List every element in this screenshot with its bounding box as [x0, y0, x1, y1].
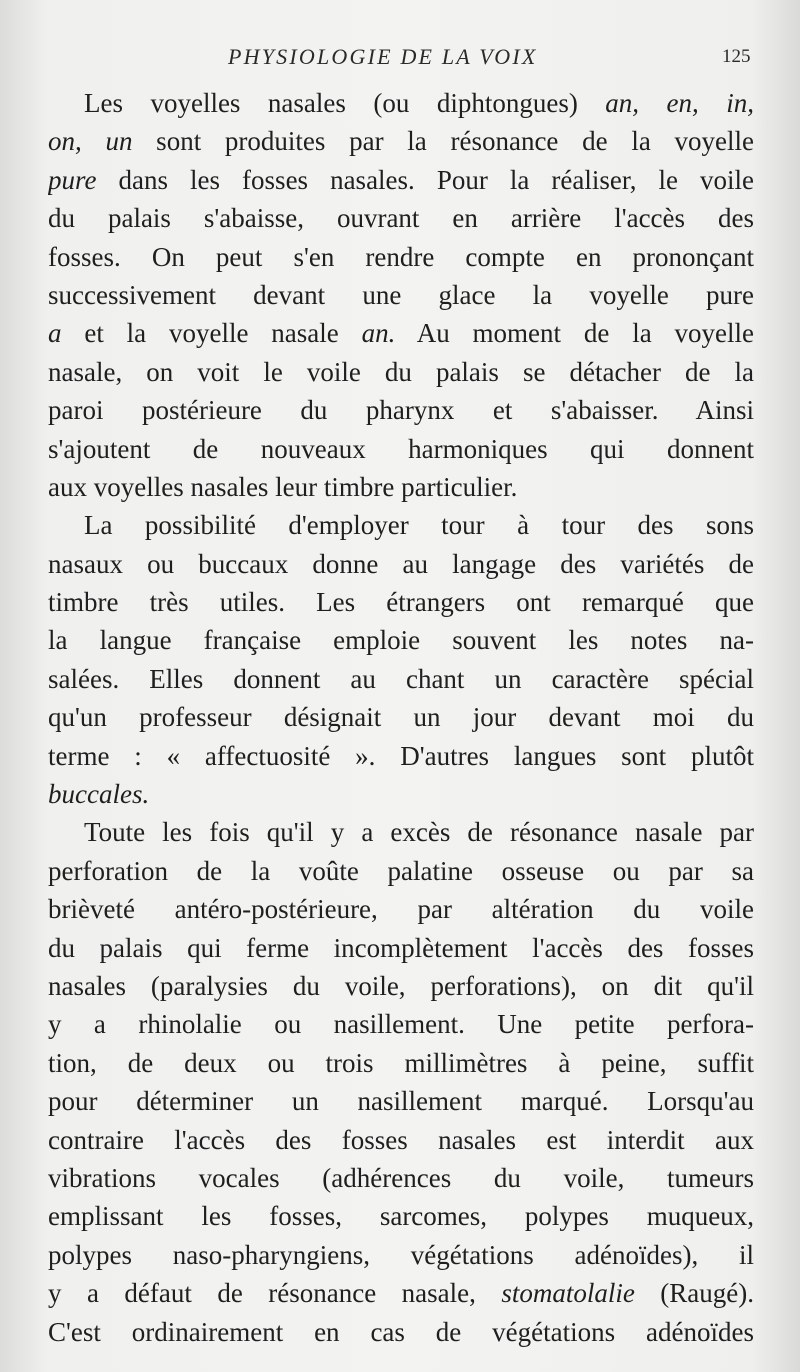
text-line	[48, 1313, 754, 1351]
text-segment: timbre très utiles. Les étrangers ont remarqué que	[48, 587, 754, 618]
text-segment: y a rhinolalie ou nasillement. Une petite perfora-	[48, 1009, 754, 1040]
text-line	[48, 1044, 754, 1082]
text-line	[48, 1159, 754, 1197]
text-line	[48, 430, 754, 468]
text-line	[48, 698, 754, 736]
text-segment: brièveté antéro-postérieure, par altération du voile	[48, 894, 754, 925]
text-line	[48, 468, 754, 506]
text-segment: (Raugé).	[634, 1278, 754, 1309]
text-segment: nasaux ou buccaux donne au langage des variétés de	[48, 548, 754, 579]
text-line	[48, 1121, 754, 1159]
text-line	[48, 813, 754, 851]
text-line	[48, 890, 754, 928]
text-line	[48, 199, 754, 237]
text-line	[48, 1197, 754, 1235]
text-line	[48, 1274, 754, 1312]
body-text	[48, 84, 754, 1351]
text-segment: tion, de deux ou trois millimètres à peine, suffit	[48, 1047, 754, 1078]
text-segment: contraire l'accès des fosses nasales est interdit aux	[48, 1124, 754, 1155]
text-line	[48, 276, 754, 314]
text-line	[48, 967, 754, 1005]
text-segment: vibrations vocales (adhérences du voile, tumeurs	[48, 1162, 754, 1193]
text-segment: La possibilité d'employer tour à tour des sons	[84, 510, 754, 541]
italic-text: an.	[361, 318, 396, 349]
text-line	[48, 775, 754, 813]
text-line	[48, 506, 754, 544]
text-line	[48, 929, 754, 967]
text-segment: nasales (paralysies du voile, perforations), on dit qu'il	[48, 970, 754, 1001]
text-segment: Les voyelles nasales (ou diphtongues)	[84, 88, 606, 118]
text-segment: fosses. On peut s'en rendre compte en prononçant	[48, 241, 754, 272]
text-segment: C'est ordinairement en cas de végétations adénoïdes	[48, 1316, 754, 1347]
text-line	[48, 122, 754, 160]
text-segment: qu'un professeur désignait un jour devant moi du	[48, 702, 754, 733]
text-segment: pour déterminer un nasillement marqué. Lorsqu'au	[48, 1086, 754, 1117]
text-segment: emplissant les fosses, sarcomes, polypes muqueux,	[48, 1201, 754, 1232]
text-line	[48, 852, 754, 890]
text-line	[48, 737, 754, 775]
text-segment: paroi postérieure du pharynx et s'abaisser. Ainsi	[48, 395, 754, 426]
page-number: 125	[722, 46, 751, 67]
text-segment: perforation de la voûte palatine osseuse ou par sa	[48, 855, 754, 886]
italic-text: a	[48, 318, 62, 349]
text-segment: aux voyelles nasales leur timbre particulier.	[48, 471, 518, 502]
text-line	[48, 1236, 754, 1274]
text-line	[48, 621, 754, 659]
text-line	[48, 84, 754, 122]
italic-text: an, en, in,	[605, 88, 754, 118]
text-segment: nasale, on voit le voile du palais se détacher de la	[48, 356, 754, 387]
running-head	[0, 44, 800, 74]
text-segment: polypes naso-pharyngiens, végétations adénoïdes), il	[48, 1239, 754, 1270]
italic-text: on, un	[48, 126, 133, 157]
text-segment: du palais qui ferme incomplètement l'accès des fosses	[48, 932, 754, 963]
text-segment: la langue française emploie souvent les notes na-	[48, 625, 754, 656]
text-line	[48, 391, 754, 429]
text-segment: salées. Elles donnent au chant un caractère spécial	[48, 663, 754, 694]
text-segment: terme : « affectuosité ». D'autres langues sont plutôt	[48, 740, 754, 771]
text-line	[48, 1005, 754, 1043]
text-segment: et la voyelle nasale	[61, 318, 362, 349]
text-segment: sont produites par la résonance de la voyelle	[132, 126, 754, 157]
text-segment: Au moment de la voyelle	[395, 318, 754, 349]
text-line	[48, 161, 754, 199]
italic-text: stomatolalie	[501, 1278, 635, 1309]
text-line	[48, 1082, 754, 1120]
text-segment: successivement devant une glace la voyelle pure	[48, 279, 754, 310]
text-segment: du palais s'abaisse, ouvrant en arrière l'accès des	[48, 203, 754, 234]
italic-text: buccales.	[48, 779, 150, 810]
italic-text: pure	[48, 164, 97, 195]
text-segment: s'ajoutent de nouveaux harmoniques qui donnent	[48, 433, 754, 464]
text-segment: Toute les fois qu'il y a excès de résonance nasale par	[84, 817, 754, 848]
text-segment: y a défaut de résonance nasale,	[48, 1278, 502, 1309]
text-line	[48, 314, 754, 352]
text-line	[48, 238, 754, 276]
text-line	[48, 545, 754, 583]
text-line	[48, 660, 754, 698]
running-title: PHYSIOLOGIE DE LA VOIX	[228, 44, 538, 69]
text-line	[48, 353, 754, 391]
text-line	[48, 583, 754, 621]
text-segment: dans les fosses nasales. Pour la réaliser, le voile	[96, 164, 754, 195]
